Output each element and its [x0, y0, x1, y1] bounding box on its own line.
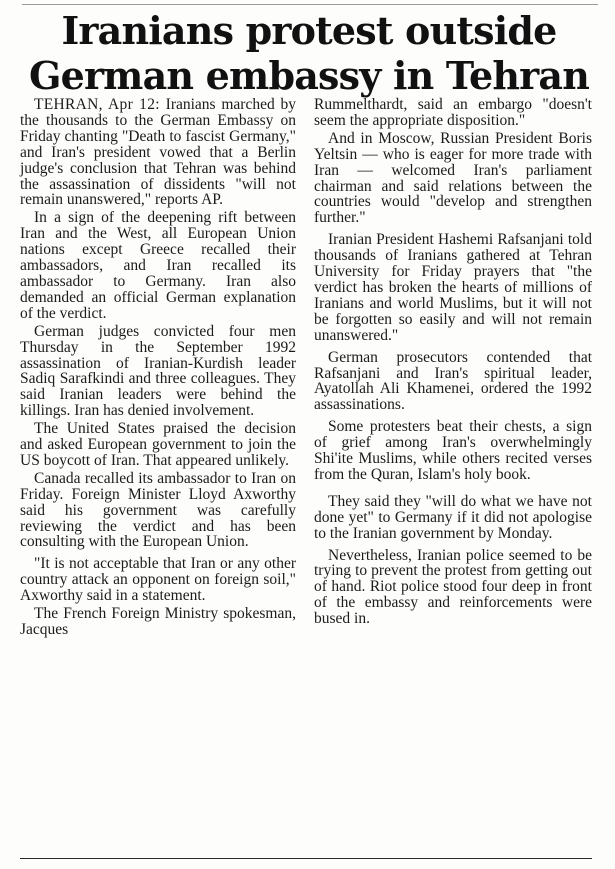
- body-paragraph: German prosecutors contended that Rafsanjani and Iran's spiritual leader, Ayatollah Ali Khamenei, ordered the 1992 assassinations.: [314, 348, 592, 414]
- headline: [18, 8, 600, 98]
- body-paragraph: German judges convicted four men Thursday in the September 1992 assassination of Iranian-Kurdish leader Sadiq Sarafkindi and three colleagues. They said Iranian leaders were behind the killings. Iran has denied involvement.: [20, 322, 296, 420]
- body-paragraph: Iranian President Hashemi Rafsanjani told thousands of Iranians gathered at Tehran University for Friday prayers that "the verdict has broken the hearts of millions of Iranians and world Muslims, but it will not be forgotten so easily and will not remain unanswered.": [314, 231, 592, 344]
- body-paragraph: The United States praised the decision and asked European government to join the US boycott of Iran. That appeared unlikely.: [20, 420, 296, 469]
- top-rule: [22, 4, 598, 5]
- body-paragraph: Nevertheless, Iranian police seemed to be trying to prevent the protest from getting out of hand. Riot police stood four deep in front of the embassy and reinforcements were bused in.: [314, 546, 592, 628]
- body-paragraph: In a sign of the deepening rift between Iran and the West, all European Union nations except Greece recalled their ambassadors, and Iran recalled its ambassador to Germany. Iran also demanded an official German explanation of the verdict.: [20, 209, 296, 322]
- body-paragraph: They said they "will do what we have not done yet" to Germany if it did not apologise to the Iranian government by Monday.: [314, 492, 592, 542]
- bottom-rule: [20, 858, 592, 859]
- body-paragraph: Some protesters beat their chests, a sign of grief among Iran's overwhelmingly Shi'ite Muslims, while others recited verses from the Quran, Islam's holy book.: [314, 418, 592, 483]
- headline-line-2: German embassy in Tehran: [28, 53, 590, 98]
- left-column: [20, 97, 296, 640]
- body-paragraph: And in Moscow, Russian President Boris Yeltsin — who is eager for more trade with Iran — welcomed Iran's parliament chairman and said relations between the countries would "develop and strengthen further.": [314, 129, 592, 227]
- body-paragraph: Canada recalled its ambassador to Iran on Friday. Foreign Minister Lloyd Axworthy said his government was carefully reviewing the verdict and has been consulting with the European Union.: [20, 469, 296, 551]
- right-column: [314, 97, 592, 629]
- body-paragraph: [20, 97, 296, 208]
- paragraph-text: Iranians marched by the thousands to the German Embassy on Friday chanting "Death to fascist Germany," and Iran's president vowed that a Berlin judge's conclusion that Tehran was behind the assassination of dissidents "will not remain unanswered," reports AP.: [20, 96, 297, 209]
- body-paragraph: The French Foreign Ministry spokesman, Jacques: [20, 605, 296, 638]
- body-paragraph: Rummelthardt, said an embargo "doesn't seem the appropriate disposition.": [314, 96, 592, 129]
- body-paragraph: "It is not acceptable that Iran or any other country attack an opponent on foreign soil," Axworthy said in a statement.: [20, 555, 296, 605]
- headline-line-1: Iranians protest outside: [61, 8, 557, 53]
- dateline: TEHRAN, Apr 12:: [34, 96, 160, 113]
